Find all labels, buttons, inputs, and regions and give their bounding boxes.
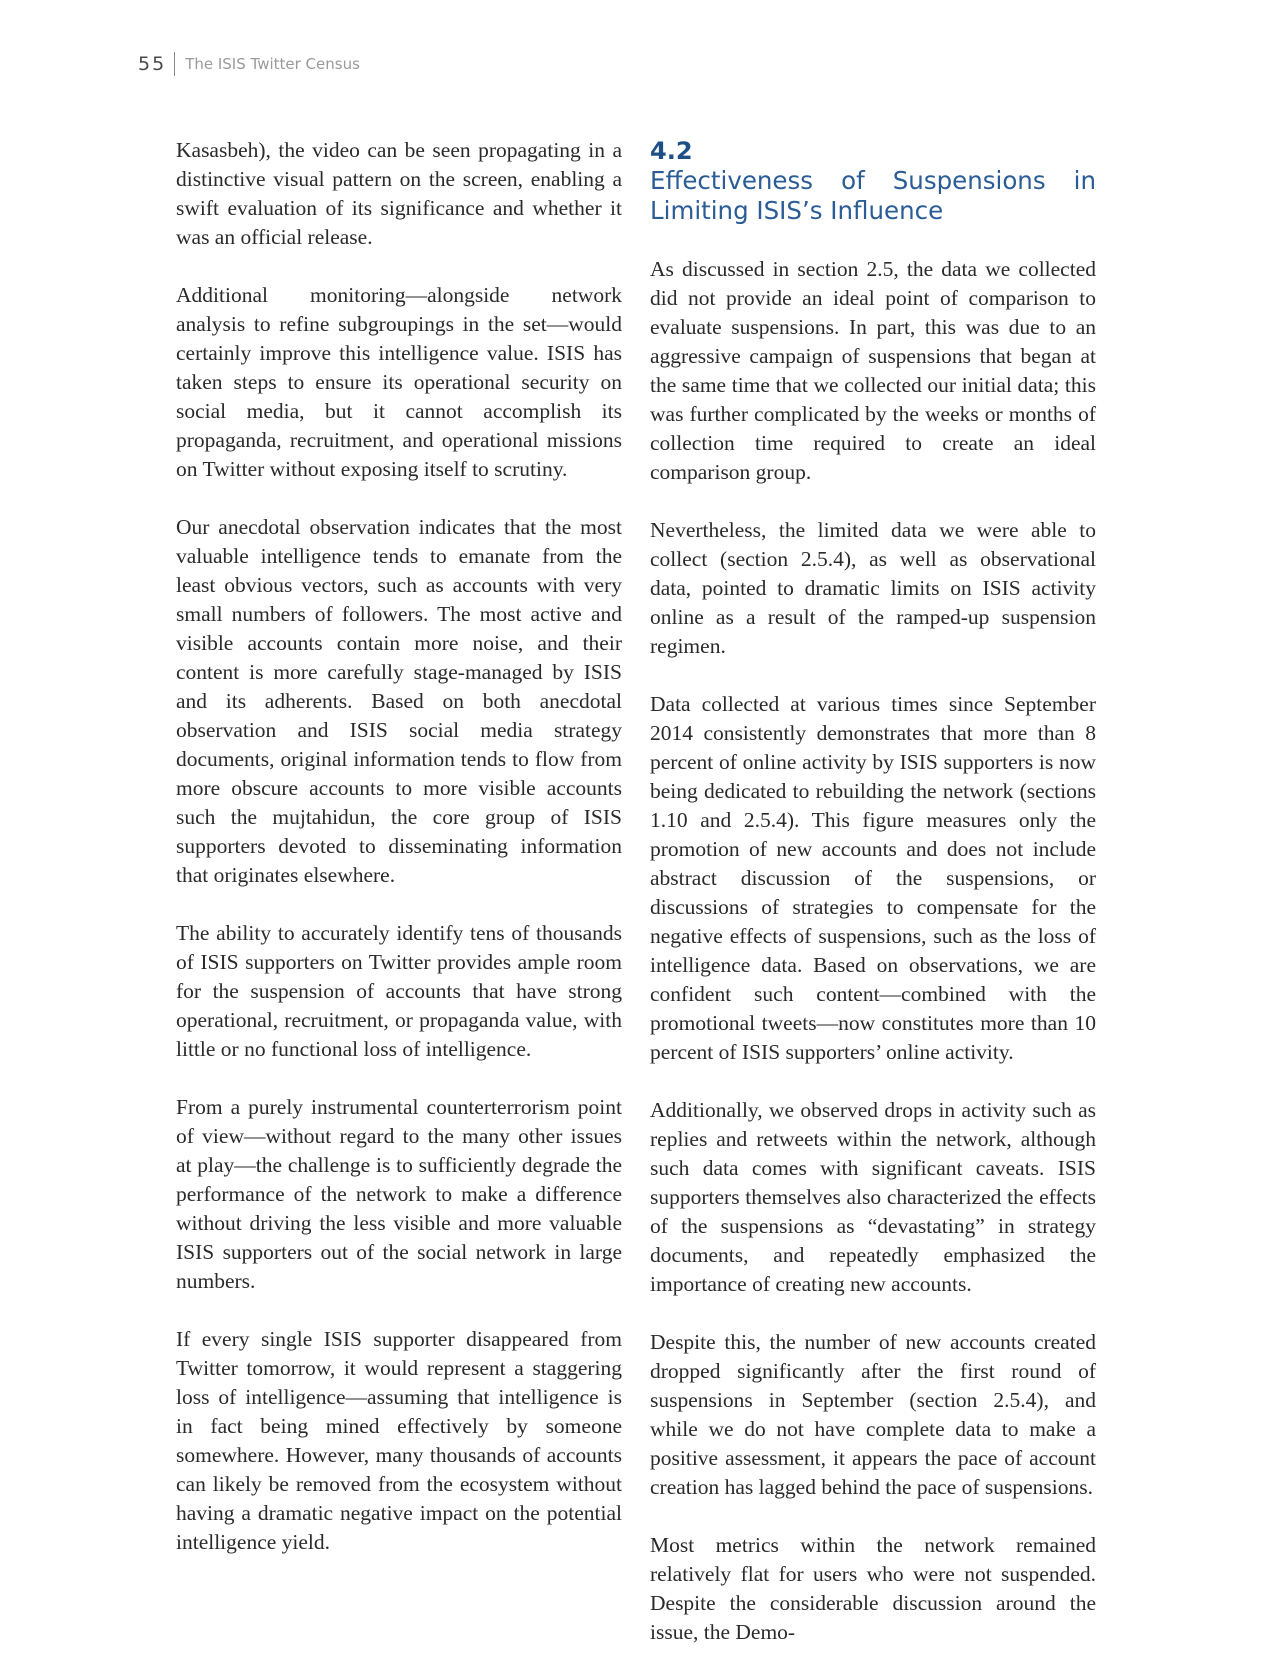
left-column: [176, 136, 622, 1586]
page-header: [138, 52, 360, 76]
right-column: [650, 136, 1096, 1676]
header-divider: [174, 52, 175, 76]
body-paragraph: Additionally, we observed drops in activity such as replies and retweets within the network, although such data comes with significant caveats. ISIS supporters themselves also characterized the effects of the suspensions as “devastating” in strategy documents, and repeatedly emphasized the importance of creating new accounts.: [650, 1098, 1096, 1296]
page-number: 55: [138, 53, 167, 75]
section-title: Effectiveness of Suspensions in Limiting ISIS’s Influence: [650, 166, 1096, 225]
body-paragraph: As discussed in section 2.5, the data we collected did not provide an ideal point of comparison to evaluate suspensions. In part, this was due to an aggressive campaign of suspensions that began at the same time that we collected our initial data; this was further complicated by the weeks or months of collection time required to create an ideal comparison group.: [650, 257, 1096, 484]
body-paragraph: Nevertheless, the limited data we were able to collect (section 2.5.4), as well as observational data, pointed to dramatic limits on ISIS activity online as a result of the ramped-up suspension regimen.: [650, 518, 1096, 658]
body-paragraph: Additional monitoring—alongside network analysis to refine subgroupings in the set—would certainly improve this intelligence value. ISIS has taken steps to ensure its operational security on social media, but it cannot accomplish its propaganda, recruitment, and operational missions on Twitter without exposing itself to scrutiny.: [176, 283, 622, 481]
body-paragraph: Most metrics within the network remained relatively flat for users who were not suspended. Despite the considerable discussion around the issue, the Demo-: [650, 1533, 1096, 1644]
body-paragraph: If every single ISIS supporter disappeared from Twitter tomorrow, it would represent a staggering loss of intelligence—assuming that intelligence is in fact being mined effectively by someone somewhere. However, many thousands of accounts can likely be removed from the ecosystem without having a dramatic negative impact on the potential intelligence yield.: [176, 1327, 622, 1554]
body-paragraph: Data collected at various times since September 2014 consistently demonstrates that more than 8 percent of online activity by ISIS supporters is now being dedicated to rebuilding the network (sections 1.10 and 2.5.4). This figure measures only the promotion of new accounts and does not include abstract discussion of the suspensions, or discussions of strategies to compensate for the negative effects of suspensions, such as the loss of intelligence data. Based on observations, we are confident such content—combined with the promotional tweets—now constitutes more than 10 percent of ISIS supporters’ online activity.: [650, 692, 1096, 1064]
running-title: The ISIS Twitter Census: [185, 55, 360, 73]
body-paragraph: From a purely instrumental counterterrorism point of view—without regard to the many other issues at play—the challenge is to sufficiently degrade the performance of the network to make a difference without driving the less visible and more valuable ISIS supporters out of the social network in large numbers.: [176, 1095, 622, 1293]
body-paragraph: Our anecdotal observation indicates that the most valuable intelligence tends to emanate from the least obvious vectors, such as accounts with very small numbers of followers. The most active and visible accounts contain more noise, and their content is more carefully stage-managed by ISIS and its adherents. Based on both anecdotal observation and ISIS social media strategy documents, original information tends to flow from more obscure accounts to more visible accounts such the mujtahidun, the core group of ISIS supporters devoted to disseminating information that originates elsewhere.: [176, 515, 622, 887]
body-paragraph: The ability to accurately identify tens of thousands of ISIS supporters on Twitter provides ample room for the suspension of accounts that have strong operational, recruitment, or propaganda value, with little or no functional loss of intelligence.: [176, 921, 622, 1061]
body-paragraph: Kasasbeh), the video can be seen propagating in a distinctive visual pattern on the screen, enabling a swift evaluation of its significance and whether it was an official release.: [176, 138, 622, 249]
body-paragraph: Despite this, the number of new accounts created dropped significantly after the first round of suspensions in September (section 2.5.4), and while we do not have complete data to make a positive assessment, it appears the pace of account creation has lagged behind the pace of suspensions.: [650, 1330, 1096, 1499]
section-number: 4.2: [650, 137, 693, 165]
